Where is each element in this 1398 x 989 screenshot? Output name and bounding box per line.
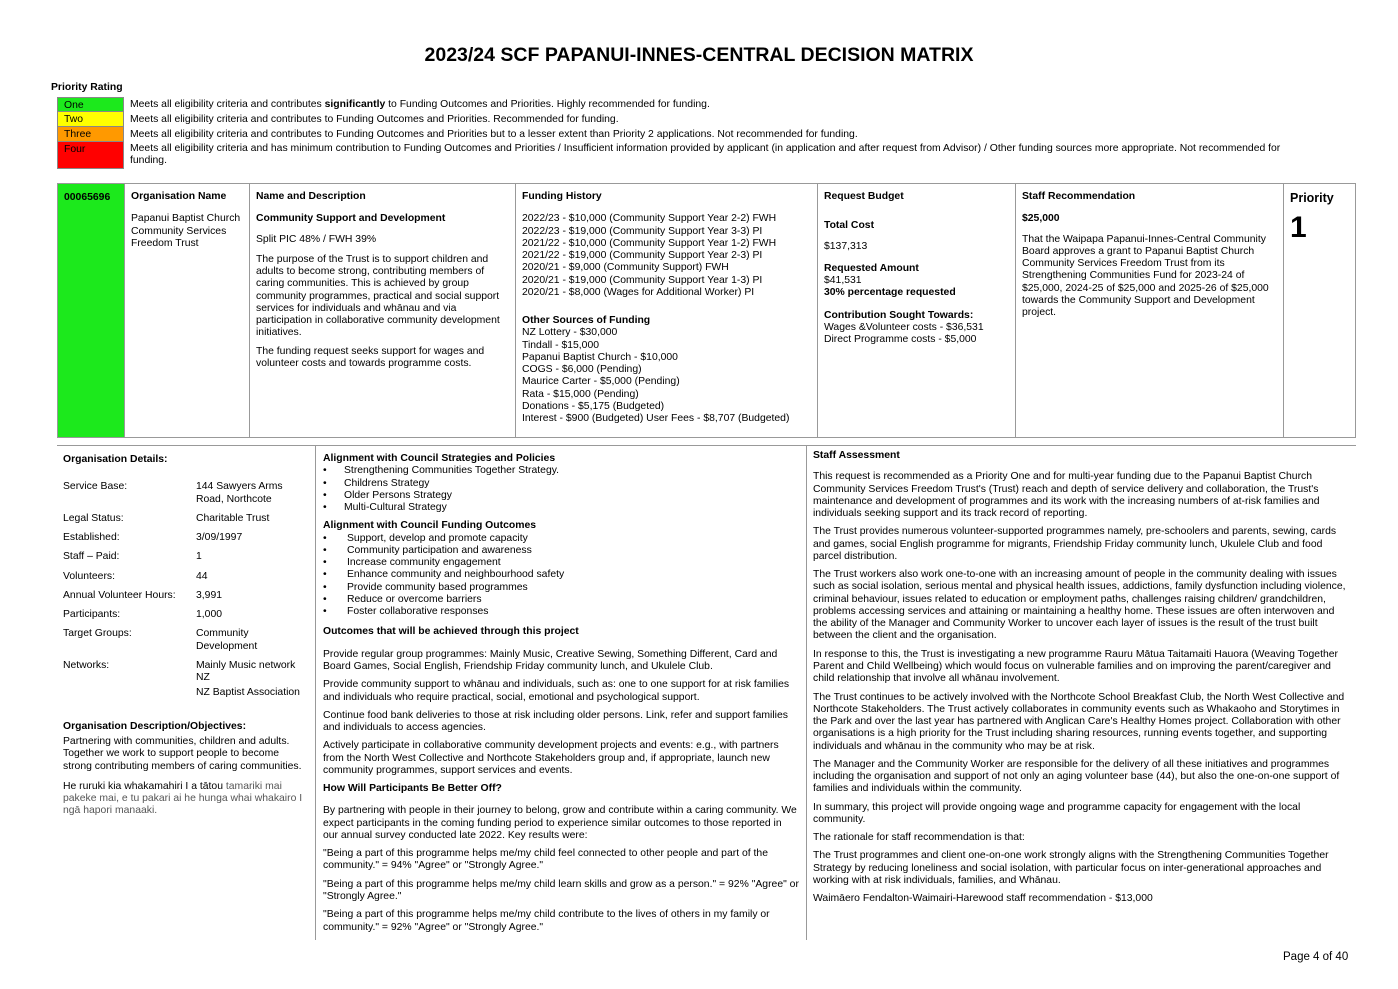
staff-assessment-header: Staff Assessment [813, 450, 900, 461]
detail-row-service-base [63, 481, 309, 506]
priority-header: Priority [1290, 191, 1334, 205]
organisation-name: Papanui Baptist Church Community Services Freedom Trust [131, 213, 241, 249]
detail-row-networks [63, 660, 309, 700]
staff-recommendation-cell [1016, 184, 1284, 437]
list-item: • Older Persons Strategy [323, 490, 799, 502]
funding-history-list [522, 213, 811, 299]
priority-desc-two: Meets all eligibility criteria and contributes to Funding Outcomes and Priorities. Recommended for funding. [130, 114, 619, 125]
assessment-paragraph: The Trust programmes and client one-on-one work strongly aligns with the Strengthening Communities Together Strategy by reducing loneliness and social isolation, with particular focus on inter-generational approaches and working with at risk individuals, families, and Whānau. [813, 850, 1329, 886]
funding-history-item: 2022/23 - $10,000 (Community Support Year 2-2) FWH [522, 213, 777, 225]
funding-history-item: 2020/21 - $19,000 (Community Support Year 1-3) PI [522, 274, 763, 286]
priority-rating-title: Priority Rating [51, 82, 123, 93]
application-id-cell [58, 184, 125, 437]
funding-history-item: 2021/22 - $10,000 (Community Support Year 1-2) FWH [522, 237, 777, 249]
better-off-paragraph: "Being a part of this programme helps me/my child feel connected to other people and part of the community." = 94% "Agree" or "Strongly Agree." [323, 848, 768, 872]
detail-label: Volunteers: [63, 570, 115, 582]
funding-history-header: Funding History [522, 191, 602, 202]
organisation-whakatauki [63, 781, 309, 818]
other-sources-header: Other Sources of Funding [522, 315, 651, 327]
project-split: Split PIC 48% / FWH 39% [256, 233, 377, 245]
assessment-paragraph: The rationale for staff recommendation is that: [813, 832, 1025, 844]
funding-history-item: 2020/21 - $8,000 (Wages for Additional Worker) PI [522, 286, 755, 298]
assessment-paragraph: This request is recommended as a Priority One and for multi-year funding due to the Papanui Baptist Church Community Services Freedom Trust's (Trust) reach and depth of service delivery and collaboration, the Trust's maintenance and development of programmes and its work with the increasing numbers of at-risk families and individuals seeking support and its track record of reporting. [813, 471, 1320, 520]
name-description-cell [250, 184, 516, 437]
request-budget-header: Request Budget [824, 191, 904, 202]
detail-label: Established: [63, 532, 120, 544]
organisation-details-header: Organisation Details: [63, 454, 168, 465]
total-cost-label: Total Cost [824, 220, 875, 232]
assessment-paragraph: Waimāero Fendalton-Waimairi-Harewood staff recommendation - $13,000 [813, 893, 1153, 905]
better-off-paragraph: By partnering with people in their journey to belong, grow and contribute within a caring community. We expect participants in the coming funding period to experience similar outcomes to those reported in our annual survey conducted late 2022. Key results were: [323, 805, 797, 841]
detail-row-participants [63, 609, 309, 621]
detail-value: 1,000 [196, 609, 223, 621]
detail-row-legal-status [63, 513, 309, 525]
page-number: Page 4 of 40 [1283, 951, 1349, 963]
detail-value [196, 660, 309, 700]
assessment-paragraph: The Trust provides numerous volunteer-supported programmes namely, pre-schoolers and parents, sewing, cards and games, social English programme for migrants, Friendship Friday community lunch, Ukulele Club and food parcel distribution. [813, 526, 1337, 562]
assessment-paragraph: The Trust workers also work one-to-one with an increasing amount of people in the community dealing with issues such as social isolation, serious mental and physical health issues, addictions, family dysfunction including violence, criminal behaviour, issues related to education or employment paths, challenges raising children/ grandchildren, problems accessing services and attaining or maintaining a healthy home. These issues are often interwoven and the ability of the Manager and Community Worker to uncover each layer of issues is the result of the trust built between the client and the organisation. [813, 569, 1346, 642]
priority-label-three: Three [57, 127, 124, 142]
priority-label-one: One [57, 97, 124, 112]
priority-row-three [57, 127, 1319, 142]
strategies-header: Alignment with Council Strategies and Policies [323, 453, 556, 464]
other-source-item: Papanui Baptist Church - $10,000 [522, 351, 678, 363]
detail-row-staff-paid [63, 551, 309, 563]
priority-cell [1284, 184, 1355, 437]
application-id: 00065696 [64, 192, 111, 203]
detail-value: Community Development [196, 628, 258, 652]
total-cost-value: $137,313 [824, 240, 868, 252]
detail-label: Networks: [63, 659, 110, 671]
priority-value: 1 [1290, 210, 1307, 244]
alignment-column [316, 446, 807, 940]
contribution-sought-item: Wages &Volunteer costs - $36,531 [824, 321, 984, 333]
network-item: Mainly Music network NZ [196, 659, 296, 684]
funding-history-cell [516, 184, 818, 437]
better-off-paragraph: "Being a part of this programme helps me/my child contribute to the lives of others in my family or community." = 92% "Agree" or "Strongly Agree." [323, 909, 770, 933]
page-title: 2023/24 SCF PAPANUI-INNES-CENTRAL DECISION MATRIX [424, 44, 974, 66]
priority-desc-four: Meets all eligibility criteria and has minimum contribution to Funding Outcomes and Priorities / Insufficient information provided by applicant (in application and after request from Advisor) / Other funding sources more appropriate. Not recommended for funding. [130, 143, 1281, 166]
assessment-paragraph: In response to this, the Trust is investigating a new programme Rauru Mātua Taitamaiti Hauora (Weaving Together Parent and Child Wellbeing) which would focus on vulnerable families and on improving the parent/caregiver and child relationship that involve all whānau involvement. [813, 648, 1338, 685]
project-request-summary: The funding request seeks support for wages and volunteer costs and towards programme costs. [256, 345, 485, 369]
list-item: • Reduce or overcome barriers [323, 594, 799, 606]
priority-label-two: Two [57, 112, 124, 127]
detail-row-volunteer-hours [63, 590, 309, 602]
better-off-header: How Will Participants Be Better Off? [323, 783, 502, 795]
other-sources-list [522, 327, 811, 425]
funding-history-item: 2022/23 - $19,000 (Community Support Year 3-3) PI [522, 225, 763, 237]
priority-desc-three: Meets all eligibility criteria and contributes to Funding Outcomes and Priorities but to a lesser extent than Priority 2 applications. Not recommended for funding. [130, 129, 858, 140]
priority-desc-one-pre: Meets all eligibility criteria and contributes [130, 99, 325, 110]
priority-desc-one-post: to Funding Outcomes and Priorities. Highly recommended for funding. [385, 99, 710, 110]
name-description-header: Name and Description [256, 191, 366, 202]
detail-value: 1 [196, 551, 202, 563]
organisation-name-cell [125, 184, 250, 437]
whakatauki-part-2: tamariki mai pakeke mai, e tu pakari ai he hunga whai whakairo I ngā hapori manaaki. [63, 780, 303, 817]
assessment-paragraph: The Manager and the Community Worker are responsible for the delivery of all these initiatives and programmes including the organisation and support of not only an aging volunteer base (44), but also the one-on-one support of families and individuals within the community. [813, 758, 1340, 795]
list-item: • Childrens Strategy [323, 478, 799, 490]
detail-value: 3,991 [196, 589, 223, 601]
outcome-paragraph: Provide regular group programmes: Mainly Music, Creative Sewing, Something Different, Card and Board Games, Social English, Friendship Friday community lunch, and Ukulele Club. [323, 648, 778, 672]
detail-label: Service Base: [63, 481, 128, 493]
priority-desc-one [124, 97, 1319, 112]
list-item: • Support, develop and promote capacity [323, 533, 799, 545]
detail-label: Target Groups: [63, 628, 132, 640]
detail-row-established [63, 532, 309, 544]
organisation-name-header: Organisation Name [131, 191, 227, 202]
detail-label: Legal Status: [63, 512, 124, 524]
organisation-description: Partnering with communities, children and adults. Together we work to support people to become strong contributing members of caring communities. [63, 735, 302, 772]
organisation-details-column [57, 446, 316, 940]
list-item: • Provide community based programmes [323, 582, 799, 594]
project-purpose: The purpose of the Trust is to support children and adults to become strong, contributing members of caring communities. This is achieved by group community programmes, practical and social support services for individuals and whānau and via participation in collaborative community development initiatives. [256, 253, 500, 339]
detail-label: Annual Volunteer Hours: [63, 589, 176, 601]
priority-row-one [57, 97, 1319, 112]
contribution-sought-item: Direct Programme costs - $5,000 [824, 334, 977, 346]
application-summary-table [57, 183, 1356, 438]
detail-value: 144 Sawyers Arms Road, Northcote [196, 481, 283, 505]
list-item: • Enhance community and neighbourhood safety [323, 569, 799, 581]
other-source-item: Interest - $900 (Budgeted) User Fees - $8,707 (Budgeted) [522, 413, 790, 425]
assessment-paragraph: The Trust continues to be actively involved with the Northcote School Breakfast Club, the North West Collective and Northcote Stakeholders. The Trust actively collaborates in community events such as Whakaoho and Storytimes in the Park and over the last year has partnered with Anglican Care's Healthy Homes project. Collaboration with other organisations is a high priority for the Trust including sharing resources, running events together, and supporting individuals and whānau in the community who may be at risk. [813, 691, 1345, 752]
requested-percentage: 30% percentage requested [824, 287, 956, 299]
staff-recommendation-amount: $25,000 [1022, 213, 1060, 225]
assessment-paragraph: In summary, this project will provide ongoing wage and programme capacity for engagement with the local community. [813, 801, 1301, 825]
project-name: Community Support and Development [256, 213, 446, 225]
priority-label-four: Four [57, 142, 124, 169]
organisation-description-header: Organisation Description/Objectives: [63, 720, 247, 732]
detail-label: Participants: [63, 609, 121, 621]
outcome-paragraph: Provide community support to whānau and individuals, such as: one to one support for at risk families and individuals who require practical, social, emotional and psychological support. [323, 679, 790, 703]
outcomes-achieved-header: Outcomes that will be achieved through this project [323, 626, 579, 638]
whakatauki-part-1: He ruruki kia whakamahiri I a tātou [63, 780, 223, 792]
contribution-sought-label: Contribution Sought Towards: [824, 309, 974, 321]
requested-amount-label: Requested Amount [824, 262, 919, 274]
staff-assessment-column [807, 446, 1356, 940]
list-item: • Multi-Cultural Strategy [323, 502, 799, 514]
list-item: • Increase community engagement [323, 557, 799, 569]
detail-row-volunteers [63, 571, 309, 583]
other-source-item: COGS - $6,000 (Pending) [522, 364, 642, 376]
detail-value: 44 [196, 570, 208, 582]
other-source-item: Rata - $15,000 (Pending) [522, 388, 639, 400]
outcomes-header: Alignment with Council Funding Outcomes [323, 520, 536, 532]
detail-row-target-groups [63, 628, 309, 653]
list-item: • Community participation and awareness [323, 545, 799, 557]
priority-row-four [57, 142, 1319, 169]
priority-row-two [57, 112, 1319, 127]
staff-recommendation-text: That the Waipapa Papanui-Innes-Central Community Board approves a grant to Papanui Baptist Church Community Services Freedom Trust from its Strengthening Communities Fund for 2023-24 of $25,000, 2024-25 of $25,000 and 2025-26 of $25,000 towards the Community Support and Development project. [1022, 233, 1269, 319]
strategies-list [323, 465, 799, 514]
priority-desc-one-bold: significantly [324, 99, 386, 110]
network-item: NZ Baptist Association [196, 687, 300, 699]
other-source-item: Maurice Carter - $5,000 (Pending) [522, 376, 680, 388]
list-item: • Foster collaborative responses [323, 606, 799, 618]
detail-value: Charitable Trust [196, 512, 270, 524]
request-budget-cell [818, 184, 1016, 437]
funding-history-item: 2020/21 - $9,000 (Community Support) FWH [522, 262, 729, 274]
other-source-item: Donations - $5,175 (Budgeted) [522, 400, 665, 412]
outcome-paragraph: Continue food bank deliveries to those at risk including older persons. Link, refer and support families and individuals to access agencies. [323, 709, 788, 734]
better-off-paragraph: "Being a part of this programme helps me/my child learn skills and grow as a person." = 92% "Agree" or "Strongly Agree." [323, 878, 799, 902]
other-source-item: NZ Lottery - $30,000 [522, 327, 618, 339]
other-source-item: Tindall - $15,000 [522, 339, 600, 351]
staff-recommendation-header: Staff Recommendation [1022, 191, 1136, 202]
priority-rating-table [57, 97, 1319, 169]
detail-label: Staff – Paid: [63, 551, 120, 563]
detail-value: 3/09/1997 [196, 532, 243, 544]
requested-amount-value: $41,531 [824, 275, 862, 287]
outcomes-list [323, 533, 799, 619]
funding-history-item: 2021/22 - $19,000 (Community Support Year 2-3) PI [522, 250, 763, 262]
list-item: • Strengthening Communities Together Strategy. [323, 465, 799, 477]
outcome-paragraph: Actively participate in collaborative community development projects and events: e.g., with partners from the North West Collective and Northcote Stakeholders group and, if appropriate, launch new community programmes, support services and events. [323, 740, 779, 776]
